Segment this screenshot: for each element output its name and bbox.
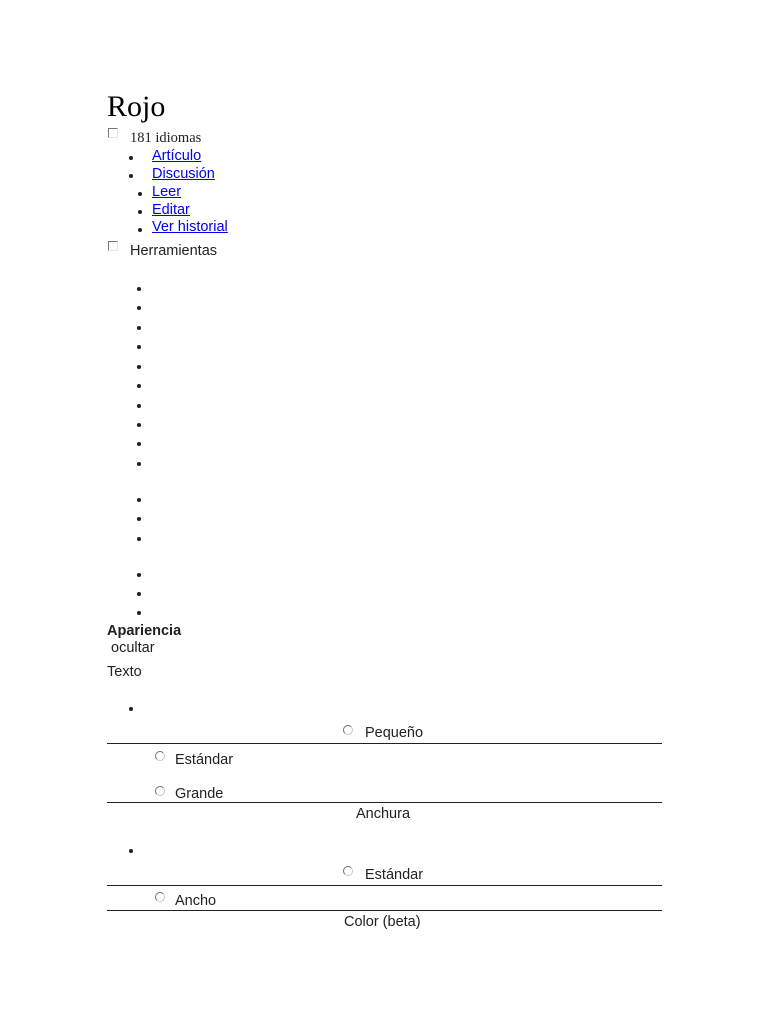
list-item <box>137 404 141 408</box>
list-item <box>137 287 141 291</box>
width-wide-label[interactable]: Ancho <box>175 893 217 909</box>
list-item <box>137 573 141 577</box>
color-label: Color (beta) <box>344 914 421 930</box>
width-standard-radio[interactable] <box>343 866 353 876</box>
bullet <box>129 156 133 160</box>
list-item <box>137 306 141 310</box>
nav-link-ver-historial[interactable]: Ver historial <box>152 219 228 235</box>
hide-appearance-button[interactable]: ocultar <box>111 640 155 656</box>
tools-checkbox[interactable] <box>108 241 118 251</box>
text-size-large-label[interactable]: Grande <box>175 786 224 802</box>
list-item <box>137 611 141 615</box>
text-size-standard-label[interactable]: Estándar <box>175 752 234 768</box>
divider <box>107 910 662 911</box>
nav-link-articulo[interactable]: Artículo <box>152 148 202 164</box>
list-item <box>137 537 141 541</box>
width-wide-radio[interactable] <box>155 892 165 902</box>
bullet <box>138 210 142 214</box>
list-item <box>137 498 141 502</box>
text-size-small-label[interactable]: Pequeño <box>365 725 424 741</box>
width-label: Anchura <box>356 806 411 822</box>
languages-label[interactable]: 181 idiomas <box>130 130 202 146</box>
appearance-heading: Apariencia <box>107 623 182 639</box>
nav-link-leer[interactable]: Leer <box>152 184 182 200</box>
divider <box>107 743 662 744</box>
nav-link-discusion[interactable]: Discusión <box>152 166 215 182</box>
divider <box>107 885 662 886</box>
divider <box>107 802 662 803</box>
list-item <box>137 462 141 466</box>
bullet <box>138 228 142 232</box>
list-item <box>137 365 141 369</box>
text-size-small-radio[interactable] <box>343 725 353 735</box>
bullet <box>138 192 142 196</box>
list-item <box>137 592 141 596</box>
list-item <box>137 345 141 349</box>
list-item <box>137 517 141 521</box>
text-size-label: Texto <box>107 664 142 680</box>
tools-label[interactable]: Herramientas <box>130 243 218 259</box>
nav-link-editar[interactable]: Editar <box>152 202 190 218</box>
page-title: Rojo <box>107 90 166 123</box>
width-standard-label[interactable]: Estándar <box>365 867 424 883</box>
list-item <box>137 423 141 427</box>
bullet <box>129 707 133 711</box>
text-size-large-radio[interactable] <box>155 786 165 796</box>
list-item <box>137 442 141 446</box>
languages-checkbox[interactable] <box>108 128 118 138</box>
bullet <box>129 849 133 853</box>
list-item <box>137 326 141 330</box>
text-size-standard-radio[interactable] <box>155 751 165 761</box>
bullet <box>129 174 133 178</box>
list-item <box>137 384 141 388</box>
